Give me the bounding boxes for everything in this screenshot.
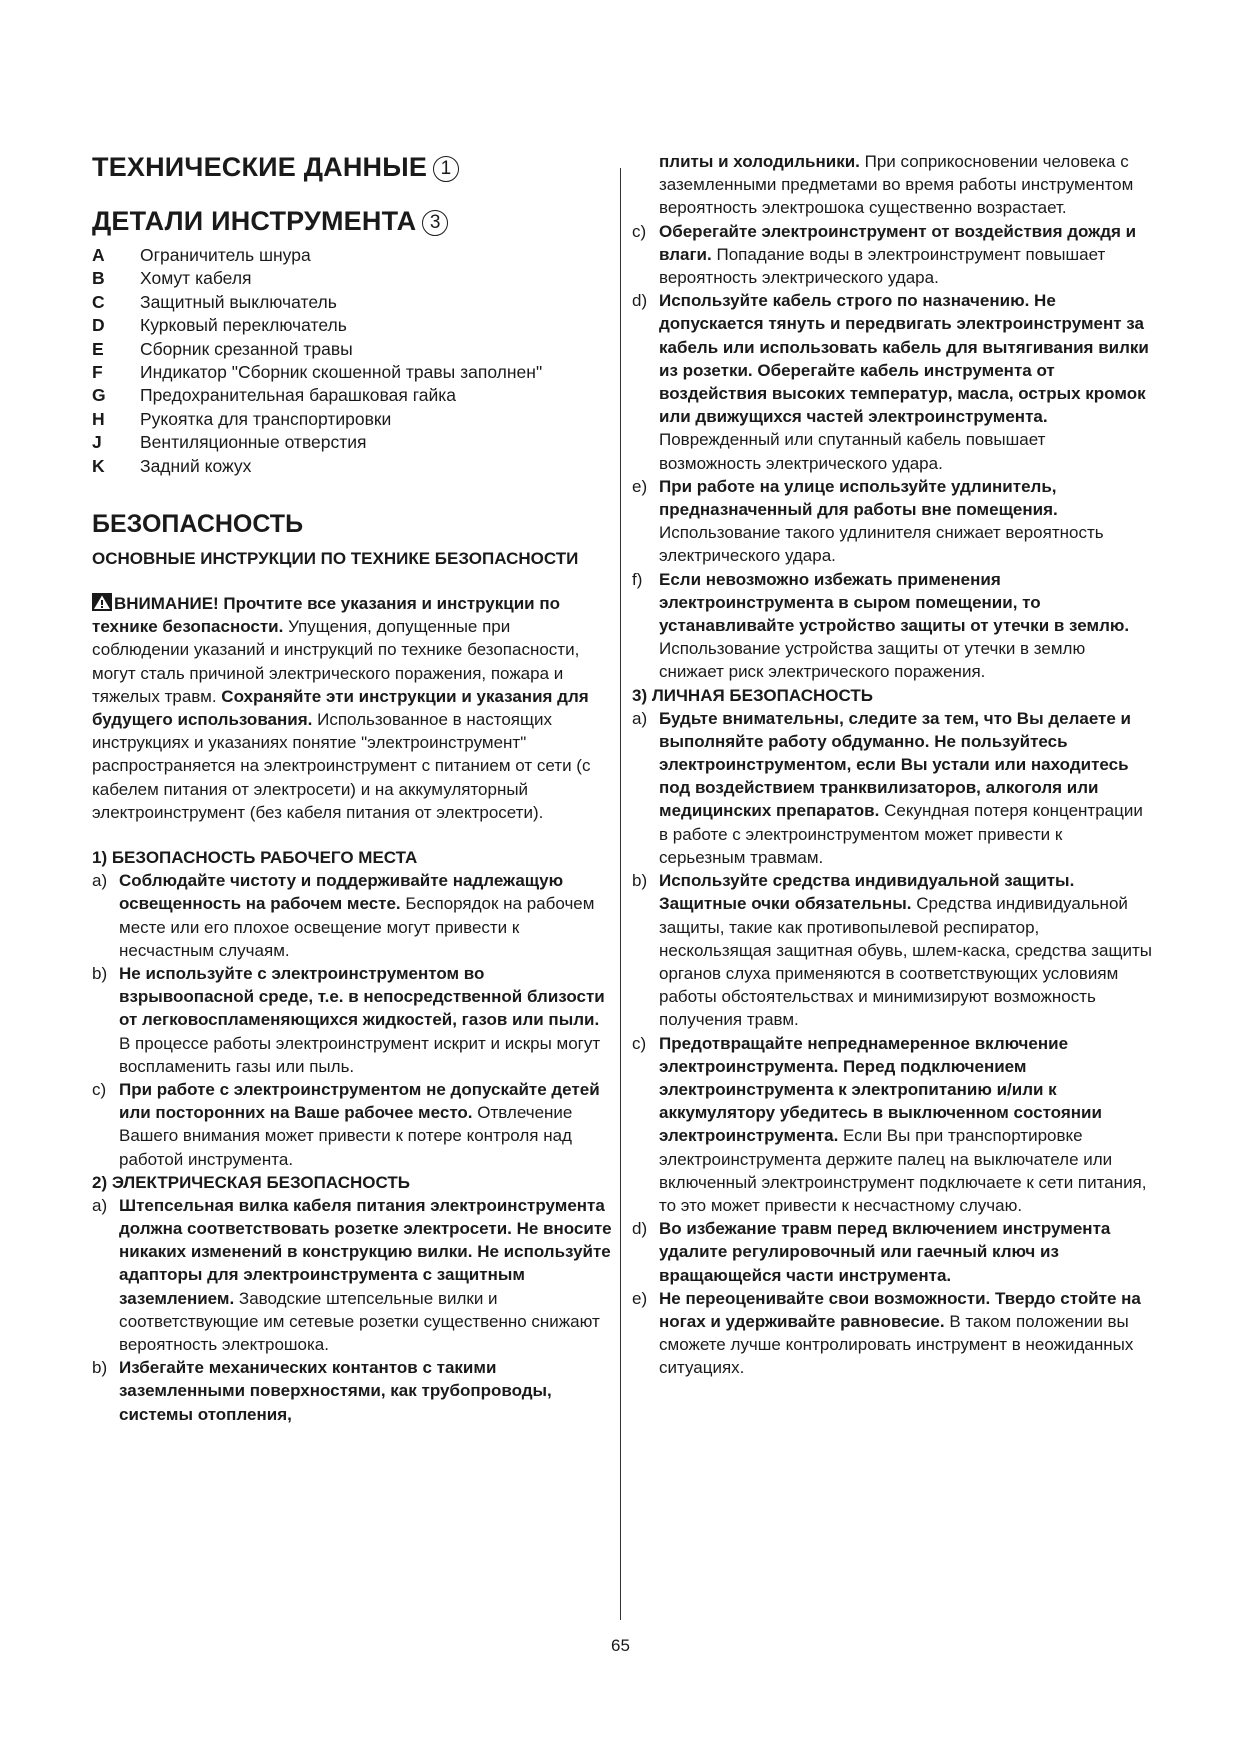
list-item: E Сборник срезанной травы bbox=[92, 338, 353, 359]
list-item: c) При работе с электроинструментом не допускайте детей или посторонних на Ваше рабочее место. Отвлечение Вашего внимания может привести к потере контроля над работой инструмента. bbox=[92, 1079, 600, 1169]
list-item: F Индикатор "Сборник скошенной травы заполнен" bbox=[92, 362, 543, 383]
list-item: f) Если невозможно избежать применения электроинструмента в сыром помещении, то устанавливайте устройство защиты от утечки в землю. Использование устройства защиты от утечки в землю снижает риск электрического поражения. bbox=[632, 569, 1130, 682]
list-item: b) Используйте средства индивидуальной защиты. Защитные очки обязательны. Средства индивидуальной защиты, такие как противопылевой респиратор, нескользящая защитная обувь, шлем-каска, средства защиты органов слуха применяются в соответствующих условиям работы обстоятельствах и минимизируют возможность получения травм. bbox=[632, 871, 1152, 1030]
warning-paragraph: ВНИМАНИЕ! Прочтите все указания и инструкции по технике безопасности. Упущения, допущенные при соблюдении указаний и инструкций по технике безопасности, могут сталь причиной электрического поражения, пожара и тяжелых травм. Сохраняйте эти инструкции и указания для будущего использования. Использованное в настоящих инструкциях и указаниях понятие "электроинструмент" распространяется на электроинструмент с питанием от сети (с кабелем питания от электросети) и на аккумуляторный электроинструмент (без кабеля питания от электросети). bbox=[92, 594, 591, 822]
safety-subheading: ОСНОВНЫЕ ИНСТРУКЦИИ ПО ТЕХНИКЕ БЕЗОПАСНОСТИ bbox=[92, 549, 579, 569]
column-divider bbox=[620, 168, 621, 1620]
list-item: c) Предотвращайте непреднамеренное включение электроинструмента. Перед подключением электроинструмента к электропитанию и/или к аккумулятору убедитесь в выключенном состоянии электроинструмента. Если Вы при транспортировке электроинструмента держите палец на выключателе или включенный электроинструмент подключаете к сети питания, то это может привести к несчастному случаю. bbox=[632, 1033, 1147, 1215]
list-item: b) Избегайте механических контантов с такими заземленными поверхностями, как трубопроводы, системы отопления, bbox=[92, 1358, 552, 1424]
left-column bbox=[92, 150, 612, 1426]
warning-icon bbox=[92, 593, 112, 611]
section-electrical-safety: 2) ЭЛЕКТРИЧЕСКАЯ БЕЗОПАСНОСТЬ bbox=[92, 1172, 410, 1192]
list-item: e) При работе на улице используйте удлинитель, предназначенный для работы вне помещения. Использование такого удлинителя снижает вероятность электрического удара. bbox=[632, 476, 1104, 566]
list-item: a) Будьте внимательны, следите за тем, что Вы делаете и выполняйте работу обдуманно. Не пользуйтесь электроинструментом, если Вы устали или находитесь под воздействием транквилизаторов, алкоголя или медицинских препаратов. Секундная потеря концентрации в работе с электроинструментом может привести к серьезным травмам. bbox=[632, 708, 1143, 867]
list-item: a) Соблюдайте чистоту и поддерживайте надлежащую освещенность на рабочем месте. Беспорядок на рабочем месте или его плохое освещение могут привести к несчастным случаям. bbox=[92, 871, 595, 960]
list-item: G Предохранительная барашковая гайка bbox=[92, 385, 456, 406]
right-column bbox=[632, 150, 1152, 1380]
page-number: 65 bbox=[611, 1636, 630, 1655]
list-item-continued: плиты и холодильники. При соприкосновении человека с заземленными предметами во время работы инструментом вероятность электрошока существенно возрастает. bbox=[659, 152, 1134, 218]
list-item: d) Во избежание травм перед включением инструмента удалите регулировочный или гаечный ключ из вращающейся части инструмента. bbox=[632, 1219, 1111, 1285]
list-item: e) Не переоценивайте свои возможности. Твердо стойте на ногах и удерживайте равновесие. В таком положении вы сможете лучше контролировать инструмент в неожиданных ситуациях. bbox=[632, 1288, 1141, 1378]
safety-heading: БЕЗОПАСНОСТЬ bbox=[92, 510, 304, 539]
list-item: J Вентиляционные отверстия bbox=[92, 432, 367, 453]
list-item: a) Штепсельная вилка кабеля питания электроинструмента должна соответствовать розетке электросети. Не вносите никаких изменений в конструкцию вилки. Не используйте адапторы для электроинструмента с защитным заземлением. Заводские штепсельные вилки и соответствующие им сетевые розетки существенно снижают вероятность электрошока. bbox=[92, 1195, 612, 1354]
tool-parts-heading: ДЕТАЛИ ИНСТРУМЕНТА 3 bbox=[92, 204, 612, 238]
list-item: b) Не используйте с электроинструментом во взрывоопасной среде, т.е. в непосредственной близости от легковоспламеняющихся жидкостей, газов или пыли. В процессе работы электроинструмент искрит и искры могут воспламенить газы или пыль. bbox=[92, 963, 605, 1076]
list-item: B Хомут кабеля bbox=[92, 268, 252, 289]
tech-data-heading: ТЕХНИЧЕСКИЕ ДАННЫЕ 1 bbox=[92, 150, 612, 184]
list-item: C Защитный выключатель bbox=[92, 291, 337, 312]
list-item: A Ограничитель шнура bbox=[92, 245, 311, 265]
section-personal-safety: 3) ЛИЧНАЯ БЕЗОПАСНОСТЬ bbox=[632, 685, 873, 705]
list-item: K Задний кожух bbox=[92, 455, 252, 476]
list-item: H Рукоятка для транспортировки bbox=[92, 408, 392, 429]
section-work-area-safety: 1) БЕЗОПАСНОСТЬ РАБОЧЕГО МЕСТА bbox=[92, 848, 418, 868]
parts-list bbox=[92, 244, 612, 478]
figure-ref-1: 1 bbox=[433, 156, 459, 182]
list-item: c) Оберегайте электроинструмент от воздействия дождя и влаги. Попадание воды в электроинструмент повышает вероятность электрического удара. bbox=[632, 221, 1137, 288]
list-item: d) Используйте кабель строго по назначению. Не допускается тянуть и передвигать электроинструмент за кабель или использовать кабель для вытягивания вилки из розетки. Оберегайте кабель инструмента от воздействия высоких температур, масла, острых кромок или движущихся частей электроинструмента. Поврежденный или спутанный кабель повышает возможность электрического удара. bbox=[632, 291, 1149, 473]
list-item: D Курковый переключатель bbox=[92, 315, 347, 336]
figure-ref-3: 3 bbox=[422, 210, 448, 236]
